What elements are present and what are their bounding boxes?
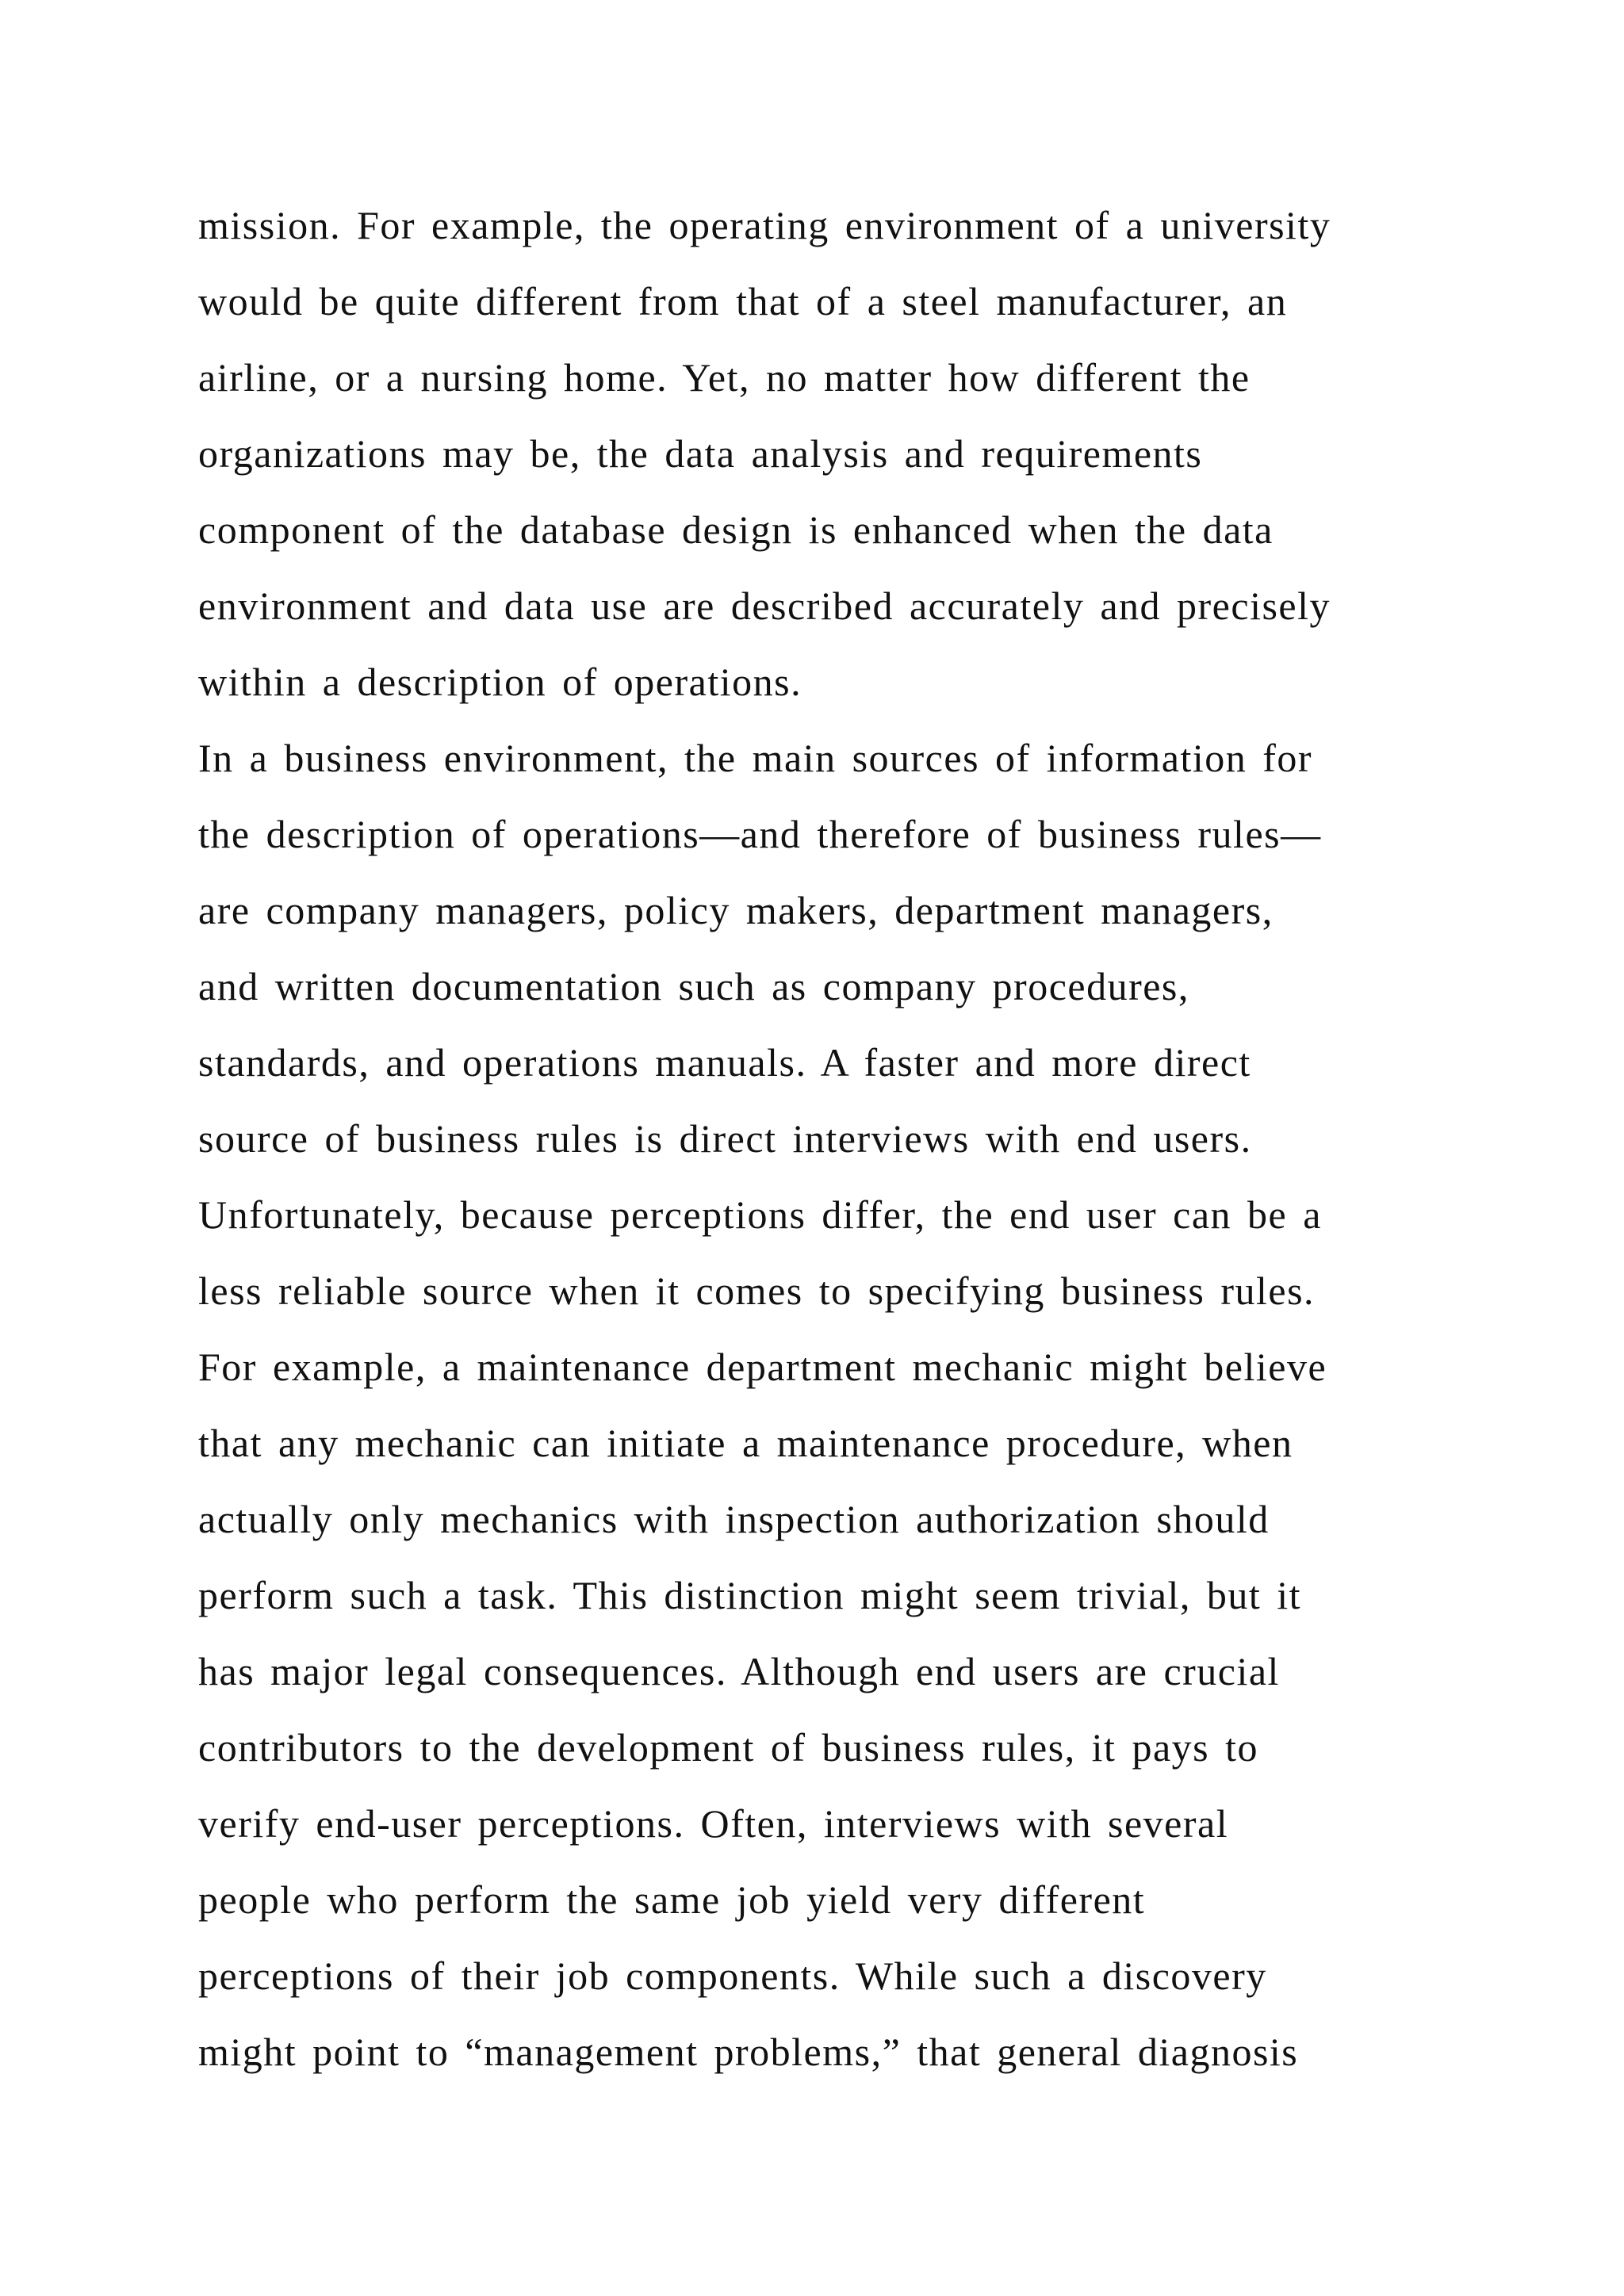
text-line: In a business environment, the main sources of information for — [198, 736, 1313, 780]
text-line: perceptions of their job components. While such a discovery — [198, 1954, 1267, 1998]
text-line: component of the database design is enhanced when the data — [198, 507, 1274, 552]
text-line: has major legal consequences. Although end users are crucial — [198, 1649, 1280, 1693]
body-text — [198, 187, 1467, 2090]
text-line: less reliable source when it comes to specifying business rules. — [198, 1269, 1316, 1313]
text-line: would be quite different from that of a steel manufacturer, an — [198, 279, 1288, 323]
text-line: standards, and operations manuals. A faster and more direct — [198, 1040, 1251, 1085]
text-line: airline, or a nursing home. Yet, no matter how different the — [198, 355, 1251, 400]
text-line: mission. For example, the operating environment of a university — [198, 203, 1331, 247]
text-line: the description of operations—and therefore of business rules— — [198, 812, 1322, 856]
text-line: verify end-user perceptions. Often, interviews with several — [198, 1801, 1229, 1846]
text-line: that any mechanic can initiate a maintenance procedure, when — [198, 1421, 1293, 1465]
text-line: Unfortunately, because perceptions differ, the end user can be a — [198, 1192, 1322, 1237]
text-line: contributors to the development of business rules, it pays to — [198, 1725, 1258, 1770]
text-line: actually only mechanics with inspection authorization should — [198, 1497, 1270, 1541]
text-line: people who perform the same job yield very different — [198, 1877, 1146, 1922]
text-line: might point to “management problems,” that general diagnosis — [198, 2030, 1299, 2074]
text-line: within a description of operations. — [198, 660, 802, 704]
text-line: perform such a task. This distinction might seem trivial, but it — [198, 1573, 1302, 1617]
text-line: environment and data use are described accurately and precisely — [198, 584, 1331, 628]
text-line: are company managers, policy makers, department managers, — [198, 888, 1274, 932]
text-line: For example, a maintenance department mechanic might believe — [198, 1345, 1327, 1389]
text-line: source of business rules is direct interviews with end users. — [198, 1116, 1252, 1161]
text-line: and written documentation such as company procedures, — [198, 964, 1189, 1008]
text-line: organizations may be, the data analysis and requirements — [198, 431, 1203, 476]
